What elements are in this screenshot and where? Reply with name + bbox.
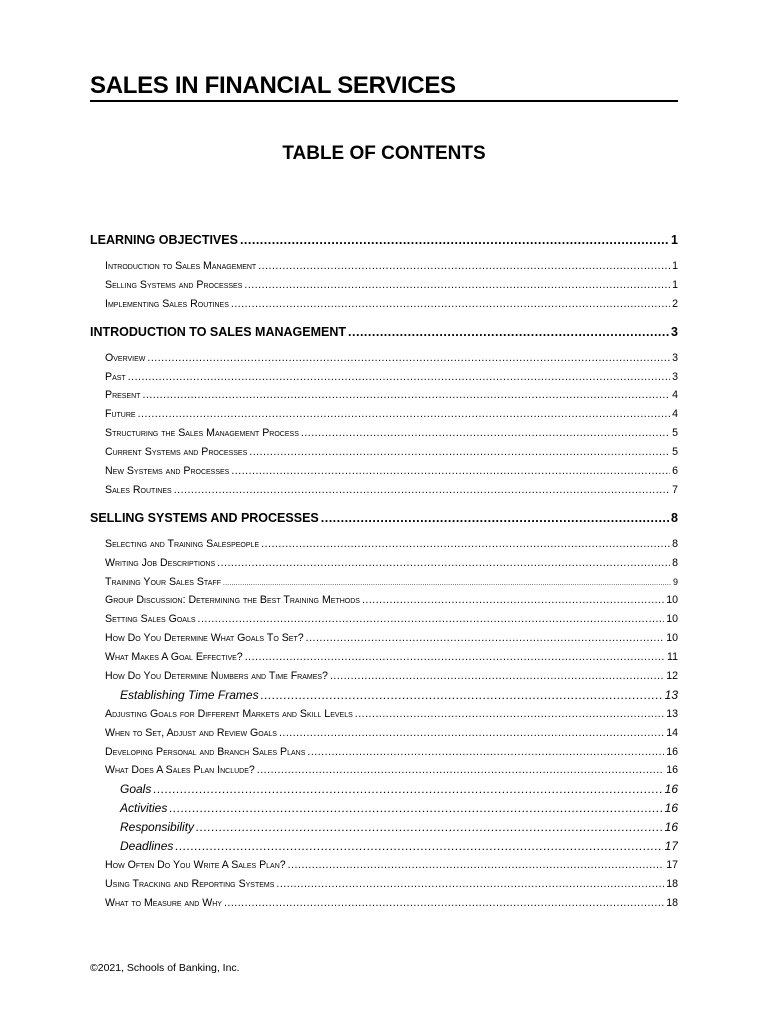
toc-dot-leader xyxy=(276,875,664,894)
toc-dot-leader xyxy=(196,818,663,837)
toc-entry-page-number: 10 xyxy=(666,594,678,607)
toc-entry-page-number: 17 xyxy=(664,839,678,854)
toc-dot-leader xyxy=(245,648,665,667)
toc-dot-leader xyxy=(257,761,664,780)
toc-entry[interactable] xyxy=(90,368,678,387)
toc-entry[interactable] xyxy=(90,230,678,250)
toc-entry-page-number: 10 xyxy=(666,613,678,626)
toc-entry-page-number: 18 xyxy=(666,877,678,890)
toc-entry[interactable] xyxy=(90,818,678,837)
toc-entry-page-number: 3 xyxy=(671,324,678,339)
toc-entry[interactable] xyxy=(90,837,678,856)
toc-entry-label: Writing Job Descriptions xyxy=(105,556,216,569)
toc-entry-label: New Systems and Processes xyxy=(105,465,230,478)
toc-dot-leader xyxy=(153,780,662,799)
toc-entry-page-number: 3 xyxy=(672,351,678,364)
toc-entry[interactable] xyxy=(90,257,678,276)
toc-entry-page-number: 8 xyxy=(672,537,678,550)
toc-entry-label: Using Tracking and Reporting Systems xyxy=(105,877,275,890)
toc-dot-leader xyxy=(362,591,664,610)
toc-entry-label: Developing Personal and Branch Sales Plans xyxy=(105,745,306,758)
toc-entry-label: Setting Sales Goals xyxy=(105,613,196,626)
toc-entry-label: Introduction to Sales Management xyxy=(105,260,257,272)
toc-entry-label: How Often Do You Write A Sales Plan? xyxy=(105,858,286,871)
toc-entry-label: Establishing Time Frames xyxy=(120,687,259,702)
toc-entry-page-number: 1 xyxy=(672,260,678,272)
toc-entry-page-number: 5 xyxy=(672,427,678,440)
toc-entry-label: What to Measure and Why xyxy=(105,896,222,909)
toc-entry-page-number: 10 xyxy=(666,632,678,645)
toc-entry-page-number: 16 xyxy=(664,820,678,835)
toc-heading: TABLE OF CONTENTS xyxy=(282,143,486,164)
toc-dot-leader xyxy=(128,368,670,387)
toc-entry-page-number: 13 xyxy=(664,687,678,702)
toc-entry-page-number: 8 xyxy=(672,556,678,569)
toc-entry[interactable] xyxy=(90,405,678,424)
toc-entry[interactable] xyxy=(90,875,678,894)
toc-dot-leader xyxy=(330,667,664,686)
toc-entry-label: What Does A Sales Plan Include? xyxy=(105,764,255,777)
toc-entry[interactable] xyxy=(90,743,678,762)
toc-dot-leader xyxy=(224,894,664,913)
toc-entry[interactable] xyxy=(90,276,678,295)
toc-dot-leader xyxy=(217,554,670,573)
toc-dot-leader xyxy=(279,724,664,743)
toc-entry-page-number: 4 xyxy=(672,408,678,421)
toc-entry-label: Training Your Sales Staff xyxy=(105,575,221,588)
toc-entry[interactable] xyxy=(90,573,678,592)
toc-dot-leader xyxy=(231,462,670,481)
toc-entry[interactable] xyxy=(90,322,678,342)
toc-entry-label: Activities xyxy=(120,801,168,816)
toc-entry[interactable] xyxy=(90,386,678,405)
toc-dot-leader xyxy=(198,610,665,629)
toc-entry[interactable] xyxy=(90,424,678,443)
toc-entry[interactable] xyxy=(90,705,678,724)
toc-entry[interactable] xyxy=(90,462,678,481)
toc-entry-label: Selecting and Training Salespeople xyxy=(105,537,260,550)
toc-entry-label: Overview xyxy=(105,351,146,364)
toc-entry-label: Structuring the Sales Management Process xyxy=(105,427,299,440)
toc-entry-page-number: 6 xyxy=(672,465,678,478)
toc-dot-leader xyxy=(307,743,664,762)
document-title: SALES IN FINANCIAL SERVICES xyxy=(90,72,678,102)
toc-entry[interactable] xyxy=(90,648,678,667)
toc-entry-page-number: 7 xyxy=(672,483,678,496)
toc-entry-page-number: 2 xyxy=(672,297,678,310)
toc-entry-label: When to Set, Adjust and Review Goals xyxy=(105,726,277,739)
toc-entry[interactable] xyxy=(90,443,678,462)
toc-entry-label: Responsibility xyxy=(120,820,195,835)
toc-entry-page-number: 16 xyxy=(666,764,678,777)
toc-dot-leader xyxy=(355,705,664,724)
toc-entry-page-number: 13 xyxy=(666,707,678,720)
toc-entry-page-number: 16 xyxy=(664,782,678,797)
toc-entry[interactable] xyxy=(90,295,678,314)
toc-dot-leader xyxy=(261,686,663,705)
toc-entry-label: Adjusting Goals for Different Markets and Skill Levels xyxy=(105,707,353,720)
toc-entry-label: Selling Systems and Processes xyxy=(105,278,243,291)
toc-entry-label: How Do You Determine What Goals To Set? xyxy=(105,632,304,645)
toc-entry-label: Deadlines xyxy=(120,839,174,854)
toc-entry-page-number: 3 xyxy=(672,370,678,383)
toc-entry[interactable] xyxy=(90,724,678,743)
toc-entry[interactable] xyxy=(90,629,678,648)
toc-entry[interactable] xyxy=(90,508,678,528)
toc-entry-label: Sales Routines xyxy=(105,483,172,496)
toc-dot-leader xyxy=(321,508,669,528)
toc-dot-leader xyxy=(223,573,671,592)
toc-entry-page-number: 14 xyxy=(666,726,678,739)
toc-entry-page-number: 17 xyxy=(666,858,678,871)
toc-dot-leader xyxy=(231,295,670,314)
toc-entry-label: Goals xyxy=(120,782,152,797)
toc-dot-leader xyxy=(169,799,662,818)
toc-entry-label: Group Discussion: Determining the Best Training Methods xyxy=(105,594,360,607)
toc-entry[interactable] xyxy=(90,554,678,573)
toc-entry-label: What Makes A Goal Effective? xyxy=(105,651,243,664)
toc-entry-page-number: 11 xyxy=(667,651,678,664)
toc-dot-leader xyxy=(301,424,670,443)
toc-entry[interactable] xyxy=(90,761,678,780)
toc-entry-page-number: 8 xyxy=(671,510,678,525)
toc-dot-leader xyxy=(261,535,670,554)
copyright-footer: ©2021, Schools of Banking, Inc. xyxy=(90,962,240,974)
toc-entry-label: Past xyxy=(105,370,126,383)
toc-entry[interactable] xyxy=(90,894,678,913)
toc-dot-leader xyxy=(174,481,670,500)
table-of-contents xyxy=(90,230,678,913)
toc-entry[interactable] xyxy=(90,481,678,500)
toc-dot-leader xyxy=(258,257,670,276)
toc-entry-label: INTRODUCTION TO SALES MANAGEMENT xyxy=(90,324,347,339)
toc-entry[interactable] xyxy=(90,856,678,875)
toc-entry[interactable] xyxy=(90,686,678,705)
toc-entry-label: Current Systems and Processes xyxy=(105,446,248,459)
toc-entry[interactable] xyxy=(90,799,678,818)
toc-entry[interactable] xyxy=(90,591,678,610)
toc-entry-page-number: 1 xyxy=(672,278,678,291)
toc-entry-page-number: 1 xyxy=(671,233,678,247)
toc-dot-leader xyxy=(288,856,665,875)
toc-dot-leader xyxy=(348,322,669,342)
toc-dot-leader xyxy=(147,349,670,368)
toc-dot-leader xyxy=(249,443,670,462)
toc-entry-page-number: 9 xyxy=(672,576,678,587)
toc-entry-label: How Do You Determine Numbers and Time Frames? xyxy=(105,670,328,683)
toc-entry-label: Future xyxy=(105,408,136,421)
toc-entry-label: LEARNING OBJECTIVES xyxy=(90,233,238,247)
toc-entry[interactable] xyxy=(90,610,678,629)
toc-entry[interactable] xyxy=(90,667,678,686)
toc-entry[interactable] xyxy=(90,349,678,368)
toc-entry-page-number: 16 xyxy=(664,801,678,816)
toc-entry[interactable] xyxy=(90,780,678,799)
toc-entry-label: Present xyxy=(105,389,141,402)
toc-dot-leader xyxy=(244,276,670,295)
toc-dot-leader xyxy=(138,405,671,424)
toc-entry-label: SELLING SYSTEMS AND PROCESSES xyxy=(90,510,319,525)
toc-entry-label: Implementing Sales Routines xyxy=(105,297,229,310)
toc-entry-page-number: 16 xyxy=(666,745,678,758)
toc-dot-leader xyxy=(142,386,670,405)
toc-dot-leader xyxy=(175,837,662,856)
toc-entry-page-number: 5 xyxy=(672,446,678,459)
toc-entry-page-number: 12 xyxy=(666,670,678,683)
toc-entry-page-number: 18 xyxy=(666,896,678,909)
toc-entry[interactable] xyxy=(90,535,678,554)
toc-dot-leader xyxy=(240,230,669,250)
toc-dot-leader xyxy=(306,629,665,648)
toc-entry-page-number: 4 xyxy=(672,389,678,402)
